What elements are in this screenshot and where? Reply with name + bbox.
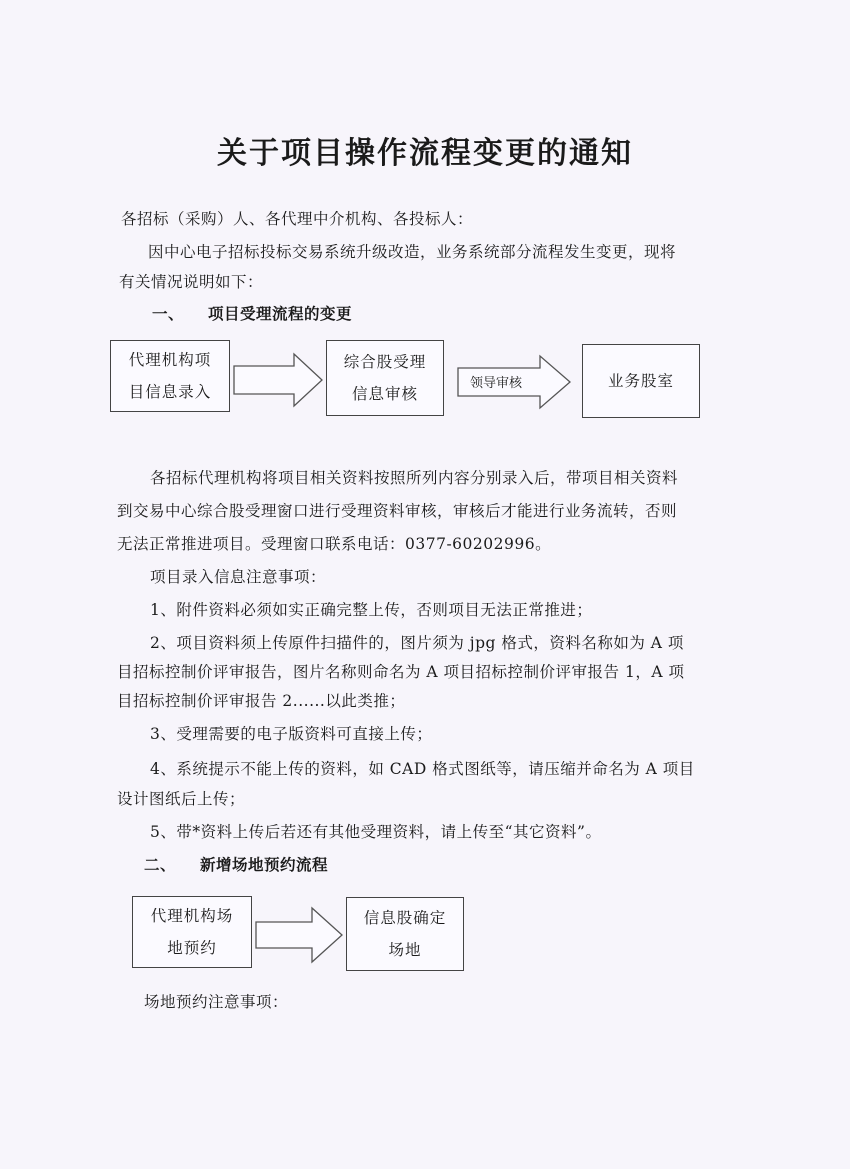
flow1-arrow-1 xyxy=(232,352,324,408)
s1-note-2a: 2、项目资料须上传原件扫描件的，图片须为 jpg 格式，资料名称如为 A 项 xyxy=(150,634,684,652)
flow1-box1-line2: 目信息录入 xyxy=(128,383,212,401)
flow2-box1-line1: 代理机构场 xyxy=(150,907,234,925)
s1-body-1: 各招标代理机构将项目相关资料按照所列内容分别录入后，带项目相关资料 xyxy=(150,469,679,487)
s1-note-3: 3、受理需要的电子版资料可直接上传； xyxy=(150,725,433,743)
flow1-box1-line1: 代理机构项 xyxy=(128,351,212,369)
s1-body-2: 到交易中心综合股受理窗口进行受理资料审核，审核后才能进行业务流转，否则 xyxy=(117,502,678,520)
flow2-box1-line2: 地预约 xyxy=(167,939,217,957)
flow1-box-review xyxy=(326,340,444,416)
flow1-arrow2-label: 领导审核 xyxy=(470,376,523,391)
s1-note-5: 5、带*资料上传后若还有其他受理资料，请上传至“其它资料”。 xyxy=(150,823,602,841)
intro-line-1: 因中心电子招标投标交易系统升级改造，业务系统部分流程发生变更，现将 xyxy=(148,243,677,261)
section1-heading: 项目受理流程的变更 xyxy=(208,304,353,323)
s1-note-2b: 目招标控制价评审报告，图片名称则命名为 A 项目招标控制价评审报告 1，A 项 xyxy=(117,663,685,681)
intro-line-2: 有关情况说明如下： xyxy=(119,273,264,291)
s2-notes-title: 场地预约注意事项： xyxy=(144,993,289,1011)
flow1-box2-line1: 综合股受理 xyxy=(343,353,427,371)
flow1-box-agent-entry xyxy=(110,340,230,412)
section1-number: 一、 xyxy=(152,304,185,323)
section2-number: 二、 xyxy=(144,855,177,874)
s1-body-3: 无法正常推进项目。受理窗口联系电话：0377-60202996。 xyxy=(117,535,552,553)
flow1-box-business-office xyxy=(582,344,700,418)
salutation: 各招标（采购）人、各代理中介机构、各投标人： xyxy=(121,210,474,228)
flow2-arrow-1 xyxy=(254,906,344,964)
s1-note-4a: 4、系统提示不能上传的资料，如 CAD 格式图纸等，请压缩并命名为 A 项目 xyxy=(150,760,695,778)
s1-notes-title: 项目录入信息注意事项： xyxy=(150,568,327,586)
flow1-box3-label: 业务股室 xyxy=(607,372,674,390)
flow2-box-agent-booking xyxy=(132,896,252,968)
flow2-box2-line1: 信息股确定 xyxy=(363,909,447,927)
s1-note-4b: 设计图纸后上传； xyxy=(117,790,246,808)
section2-heading: 新增场地预约流程 xyxy=(200,855,329,874)
s1-note-1: 1、附件资料必须如实正确完整上传，否则项目无法正常推进； xyxy=(150,601,593,619)
s1-note-2c: 目招标控制价评审报告 2......以此类推； xyxy=(117,692,406,710)
flow2-box2-line2: 场地 xyxy=(388,941,422,959)
flow2-box-info-confirm xyxy=(346,897,464,971)
flow1-box2-line2: 信息审核 xyxy=(351,385,418,403)
page-title: 关于项目操作流程变更的通知 xyxy=(217,136,633,171)
